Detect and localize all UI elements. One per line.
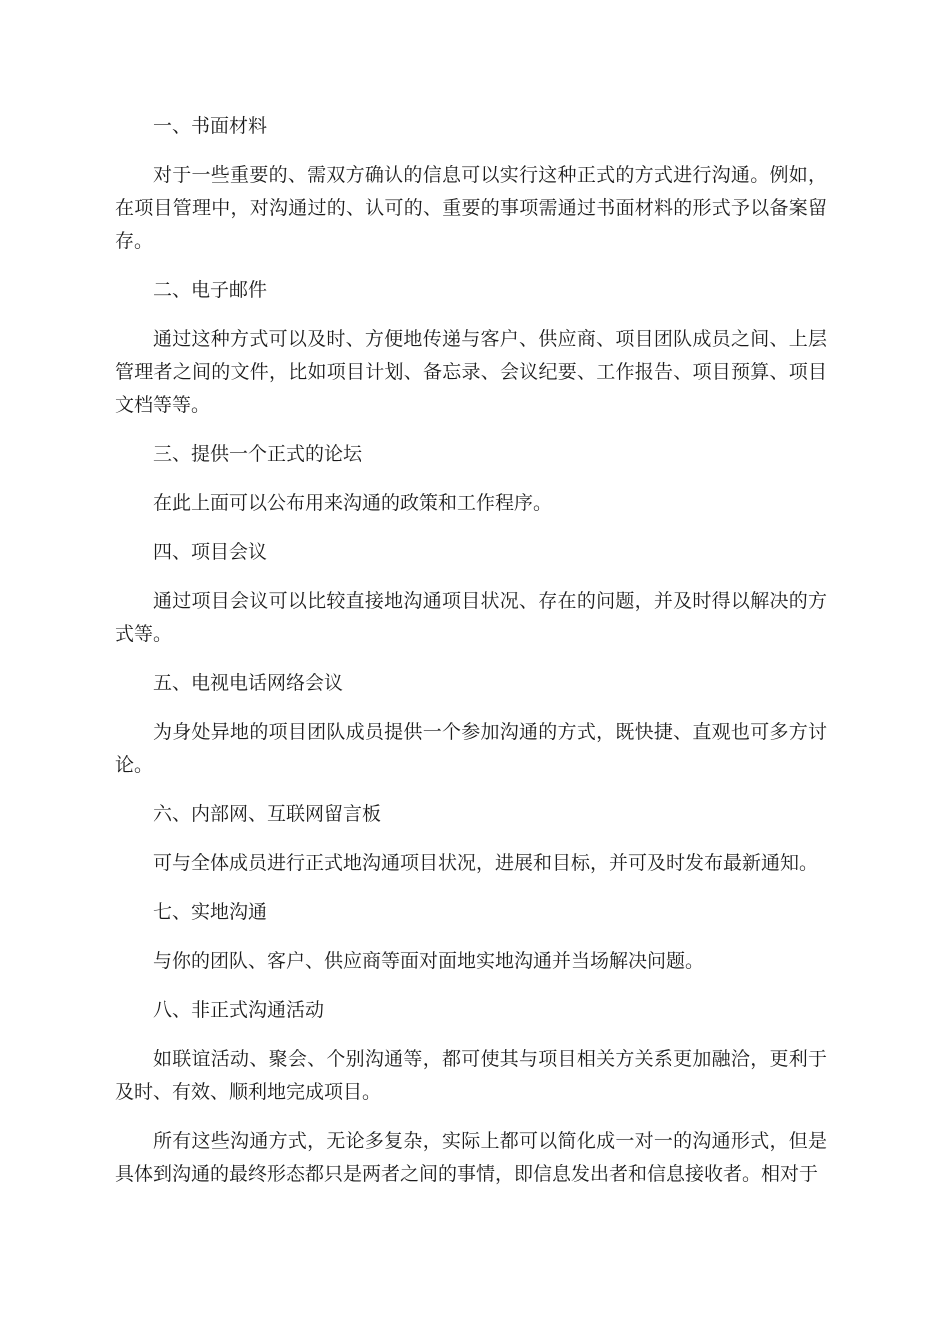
section-heading-7: 七、实地沟通 [153,901,268,923]
section-heading-1: 一、书面材料 [153,115,268,137]
body-paragraph-6: 可与全体成员进行正式地沟通项目状况，进展和目标，并可及时发布最新通知。 [153,852,819,874]
section-heading-8: 八、非正式沟通活动 [153,999,325,1021]
section-heading-3: 三、提供一个正式的论坛 [153,443,363,465]
body-paragraph-4: 通过项目会议可以比较直接地沟通项目状况、存在的问题，并及时得以解决的方式等。 [115,590,827,645]
section-heading-4: 四、项目会议 [153,541,268,563]
body-paragraph-5: 为身处异地的项目团队成员提供一个参加沟通的方式，既快捷、直观也可多方讨论。 [115,721,827,776]
document-body [115,110,827,1207]
body-paragraph-1: 对于一些重要的、需双方确认的信息可以实行这种正式的方式进行沟通。例如，在项目管理中，对沟通过的、认可的、重要的事项需通过书面材料的形式予以备案留存。 [115,164,827,252]
section-heading-2: 二、电子邮件 [153,279,268,301]
body-paragraph-summary: 所有这些沟通方式，无论多复杂，实际上都可以简化成一对一的沟通形式，但是具体到沟通的最终形态都只是两者之间的事情，即信息发出者和信息接收者。相对于 [115,1130,827,1185]
body-paragraph-2: 通过这种方式可以及时、方便地传递与客户、供应商、项目团队成员之间、上层管理者之间的文件，比如项目计划、备忘录、会议纪要、工作报告、项目预算、项目文档等等。 [115,328,827,416]
body-paragraph-3: 在此上面可以公布用来沟通的政策和工作程序。 [153,492,553,514]
body-paragraph-7: 与你的团队、客户、供应商等面对面地实地沟通并当场解决问题。 [153,950,705,972]
section-heading-6: 六、内部网、互联网留言板 [153,803,382,825]
section-heading-5: 五、电视电话网络会议 [153,672,344,694]
body-paragraph-8: 如联谊活动、聚会、个别沟通等，都可使其与项目相关方关系更加融洽，更利于及时、有效、顺利地完成项目。 [115,1048,827,1103]
